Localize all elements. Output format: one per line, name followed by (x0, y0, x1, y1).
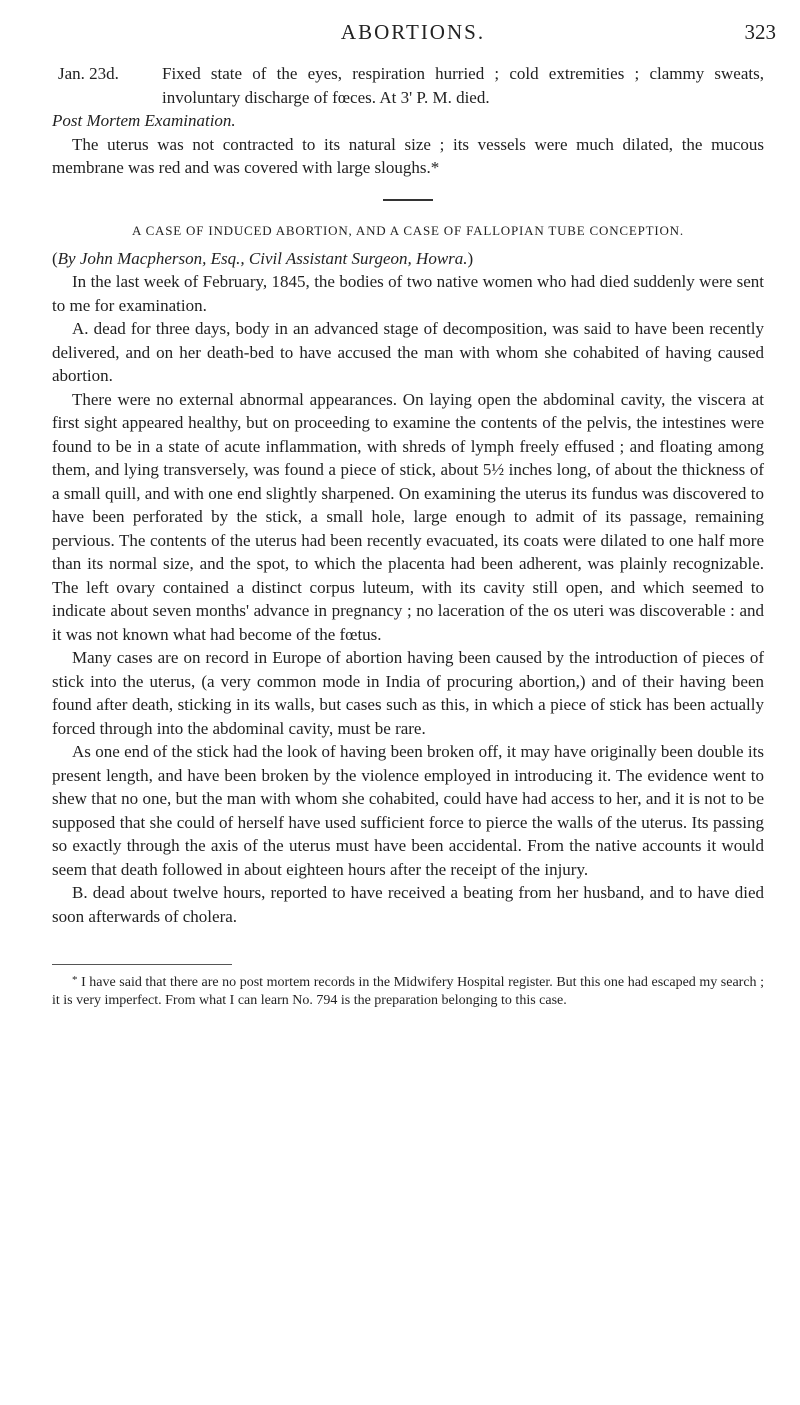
article-paragraph: As one end of the stick had the look of having been broken off, it may have originally been double its present length, and have been broken by the violence employed in introducing it. The evidence went to shew that no one, but the man with whom she cohabited, could have had access to her, and it is not to be supposed that she could of herself have used sufficient force to pierce the walls of the uterus. Its passing so exactly through the axis of the uterus must have been accidental. From the native accounts it would seem that death followed in about eighteen hours after the receipt of the injury. (52, 742, 764, 879)
footnote-mark: * (72, 974, 78, 986)
footnote-text: I have said that there are no post mortem records in the Midwifery Hospital register. But this one had escaped my search ; it is very imperfect. From what I can learn No. 794 is the preparation belonging to this case. (52, 975, 765, 1008)
footnote-divider (52, 964, 232, 965)
article-paragraph: B. dead about twelve hours, reported to have received a beating from her husband, and to have died soon afterwards of cholera. (52, 883, 764, 926)
article-paragraph: A. dead for three days, body in an advanced stage of decomposition, was said to have been recently delivered, and on her death-bed to have accused the man with whom she cohabited of having caused abortion. (52, 319, 764, 385)
post-mortem-heading: Post Mortem Examination. (52, 111, 236, 130)
article-paragraph: There were no external abnormal appearances. On laying open the abdominal cavity, the viscera at first sight appeared healthy, but on proceeding to examine the contents of the pelvis, the intestines were found to be in a state of acute inflammation, with shreds of lymph freely effused ; and floating among them, and lying transversely, was found a piece of stick, about 5½ inches long, of about the thickness of a small quill, and with one end slightly sharpened. On examining the uterus its fundus was discovered to have been perforated by the stick, a small hole, large enough to admit of its passage, remaining pervious. The contents of the uterus had been recently evacuated, its coats were dilated to one half more than its normal size, and the spot, to which the placenta had been adherent, was plainly recognizable. The left ovary contained a distinct corpus luteum, with its cavity still open, and which seemed to indicate about seven months' advance in pregnancy ; no laceration of the os uteri was discoverable : and it was not known what had become of the fœtus. (52, 389, 764, 644)
page-header (50, 18, 776, 52)
entry-date: Jan. 23d. (58, 64, 119, 83)
article-paragraph: Many cases are on record in Europe of abortion having been caused by the introduction of pieces of stick into the uterus, (a very common mode in India of procuring abortion,) and of their having been found after death, sticking in its walls, but cases such as this, in which a piece of stick has been actually forced through into the abdominal cavity, must be rare. (52, 648, 764, 738)
article-paragraph: In the last week of February, 1845, the bodies of two native women who had died suddenly were sent to me for examination. (52, 272, 764, 315)
running-title: ABORTIONS. (340, 20, 486, 44)
entry-text: Fixed state of the eyes, respiration hurried ; cold extremities ; clammy sweats, involuntary discharge of fœces. At 3' P. M. died. (162, 64, 764, 107)
page-number: 323 (744, 20, 776, 44)
page-body (52, 62, 764, 1010)
footnote (52, 971, 764, 1010)
article-byline (52, 247, 764, 271)
byline-open: ( (52, 248, 58, 268)
section-divider (383, 199, 433, 201)
case-entry (52, 62, 764, 109)
byline-close: ) (467, 248, 474, 268)
byline-author: By John Macpherson, Esq., Civil Assistant Surgeon, Howra. (57, 248, 468, 268)
article-title: A CASE OF INDUCED ABORTION, AND A CASE OF FALLOPIAN TUBE CONCEPTION. (132, 222, 684, 238)
post-mortem-text: The uterus was not contracted to its natural size ; its vessels were much dilated, the mucous membrane was red and was covered with large sloughs.* (52, 134, 764, 177)
